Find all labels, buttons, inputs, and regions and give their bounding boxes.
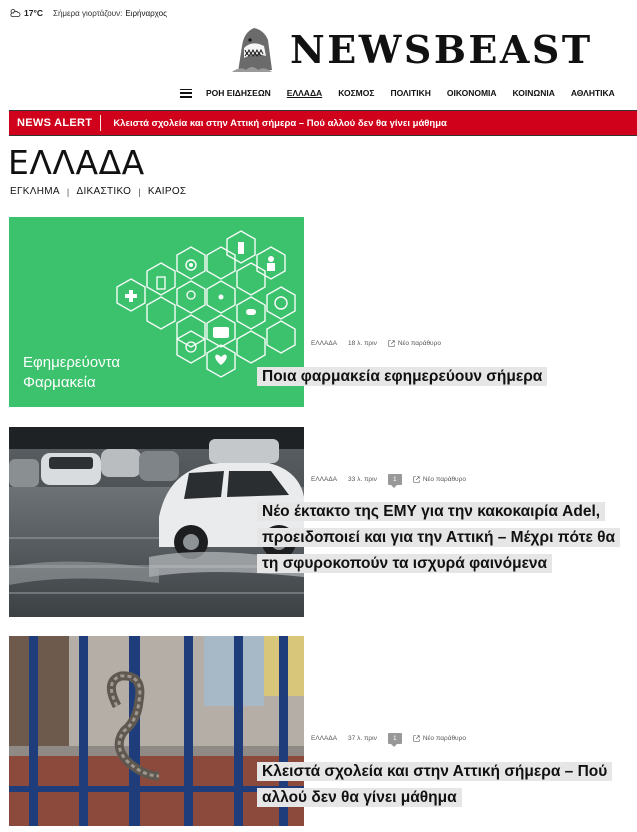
subcategory-eglima[interactable]: ΕΓΚΛΗΜΑ [10,186,60,197]
external-link-icon [413,735,420,742]
nav-item-politiki[interactable]: ΠΟΛΙΤΙΚΗ [390,88,431,98]
nav-item-oikonomia[interactable]: ΟΙΚΟΝΟΜΙΑ [446,88,497,98]
article-headline[interactable] [257,364,635,390]
external-link-icon [388,340,395,347]
news-alert-link[interactable]: Κλειστά σχολεία και στην Αττική σήμερα – Πού αλλού δεν θα γίνει μάθημα [113,117,447,129]
article-card [9,217,637,407]
article-meta [311,733,466,744]
logo-text: NEWSBEAST [290,27,593,72]
comment-count-badge[interactable]: 1 [388,733,402,744]
open-new-window-link[interactable] [388,340,441,347]
subcategory-list [10,186,186,197]
hamburger-menu-icon[interactable] [180,89,192,98]
nav-item-ellada[interactable]: ΕΛΛΑΔΑ [286,88,323,98]
nav-item-kosmos[interactable]: ΚΟΣΜΟΣ [338,88,375,98]
article-time: 18 λ. πριν [348,340,377,347]
section-title: ΕΛΛΑΔΑ [8,143,145,182]
article-headline-text[interactable]: Νέο έκτακτο της ΕΜΥ για την κακοκαιρία Adel, προειδοποιεί και για την Αττική – Μέχρι πότε θα τη σφυροκοπούν τα ισχυρά φαινόμενα [257,502,620,573]
subcategory-divider: | [138,186,141,197]
nav-item-athlitika[interactable]: ΑΘΛΗΤΙΚΑ [570,88,615,98]
article-meta [311,340,441,347]
comment-count-badge[interactable]: 1 [388,474,402,485]
main-nav [180,86,615,100]
subcategory-divider: | [66,186,70,197]
article-meta [311,474,466,485]
temperature: 17°C [24,8,43,18]
article-headline[interactable] [257,499,635,577]
site-logo[interactable] [230,26,593,74]
new-window-label: Νέο παράθυρο [397,340,441,347]
article-headline[interactable] [257,759,635,811]
article-time: 37 λ. πριν [348,735,377,742]
article-card [9,636,637,826]
nav-item-koinwnia[interactable]: ΚΟΙΝΩΝΙΑ [512,88,555,98]
new-window-label: Νέο παράθυρο [422,476,466,483]
subcategory-dikastiko[interactable]: ΔΙΚΑΣΤΙΚΟ [76,186,132,197]
news-alert-label: NEWS ALERT [17,117,93,129]
article-category[interactable]: ΕΛΛΑΔΑ [311,735,338,742]
nameday-name[interactable]: Ειρήναρχος [125,8,167,18]
pharmacy-image-caption: Εφημερεύοντα Φαρμακεία [23,354,121,391]
open-new-window-link[interactable] [413,735,466,742]
alert-divider [100,115,101,131]
new-window-label: Νέο παράθυρο [422,735,466,742]
article-headline-text[interactable]: Ποια φαρμακεία εφημερεύουν σήμερα [257,367,547,386]
shark-logo-icon [230,26,274,74]
article-card [9,427,637,617]
subcategory-kairos[interactable]: ΚΑΙΡΟΣ [147,186,187,197]
external-link-icon [413,476,420,483]
news-alert-bar [9,110,637,136]
nameday-label: Σήμερα γιορτάζουν: [53,8,123,18]
article-category[interactable]: ΕΛΛΑΔΑ [311,476,338,483]
open-new-window-link[interactable] [413,476,466,483]
nav-item-roh-eidhsewn[interactable]: ΡΟΗ ΕΙΔΗΣΕΩΝ [206,88,271,98]
top-bar [9,6,167,20]
article-headline-text[interactable]: Κλειστά σχολεία και στην Αττική σήμερα – Πού αλλού δεν θα γίνει μάθημα [257,762,612,807]
article-category[interactable]: ΕΛΛΑΔΑ [311,340,338,347]
article-time: 33 λ. πριν [348,476,377,483]
cloud-sun-icon [9,8,21,18]
